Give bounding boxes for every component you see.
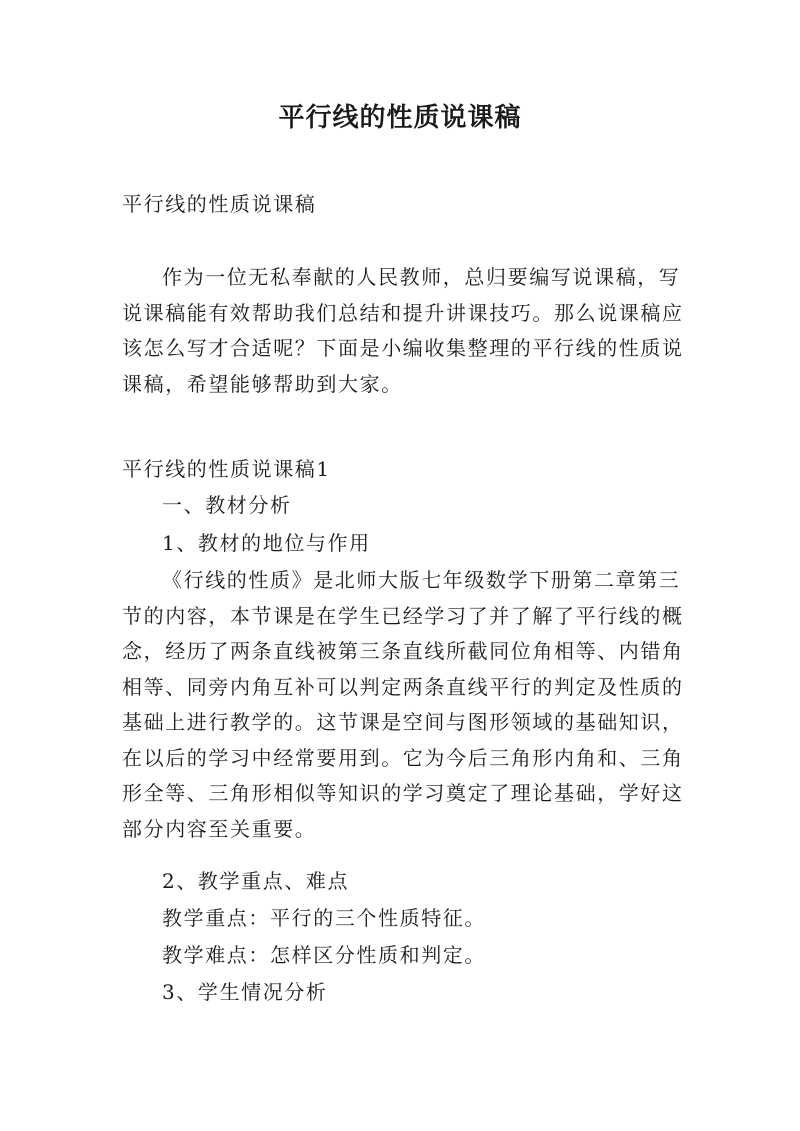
document-subtitle: 平行线的性质说课稿 xyxy=(122,192,317,216)
section-heading: 平行线的性质说课稿1 xyxy=(122,457,331,481)
difficult-point-text: 教学难点：怎样区分性质和判定。 xyxy=(162,943,486,967)
part-heading-textbook-analysis: 一、教材分析 xyxy=(162,493,292,517)
key-point-text: 教学重点：平行的三个性质特征。 xyxy=(162,906,486,930)
intro-paragraph: 作为一位无私奉献的人民教师，总归要编写说课稿，写说课稿能有效帮助我们总结和提升讲课技巧。那么说课稿应该怎么写才合适呢？下面是小编收集整理的平行线的性质说课稿，希望能够帮助到大家。 xyxy=(122,265,684,396)
item-heading-status-and-role: 1、教材的地位与作用 xyxy=(162,531,371,555)
item-heading-key-and-difficult-points: 2、教学重点、难点 xyxy=(162,869,350,893)
document-title: 平行线的性质说课稿 xyxy=(278,103,522,133)
item-heading-student-analysis: 3、学生情况分析 xyxy=(162,980,328,1004)
status-and-role-paragraph: 《行线的性质》是北师大版七年级数学下册第二章第三节的内容，本节课是在学生已经学习了并了解了平行线的概念，经历了两条直线被第三条直线所截同位角相等、内错角相等、同旁内角互补可以判定两条直线平行的判定及性质的基础上进行教学的。这节课是空间与图形领域的基础知识，在以后的学习中经常要用到。它为今后三角形内角和、三角形全等、三角形相似等知识的学习奠定了理论基础，学好这部分内容至关重要。 xyxy=(122,568,684,841)
